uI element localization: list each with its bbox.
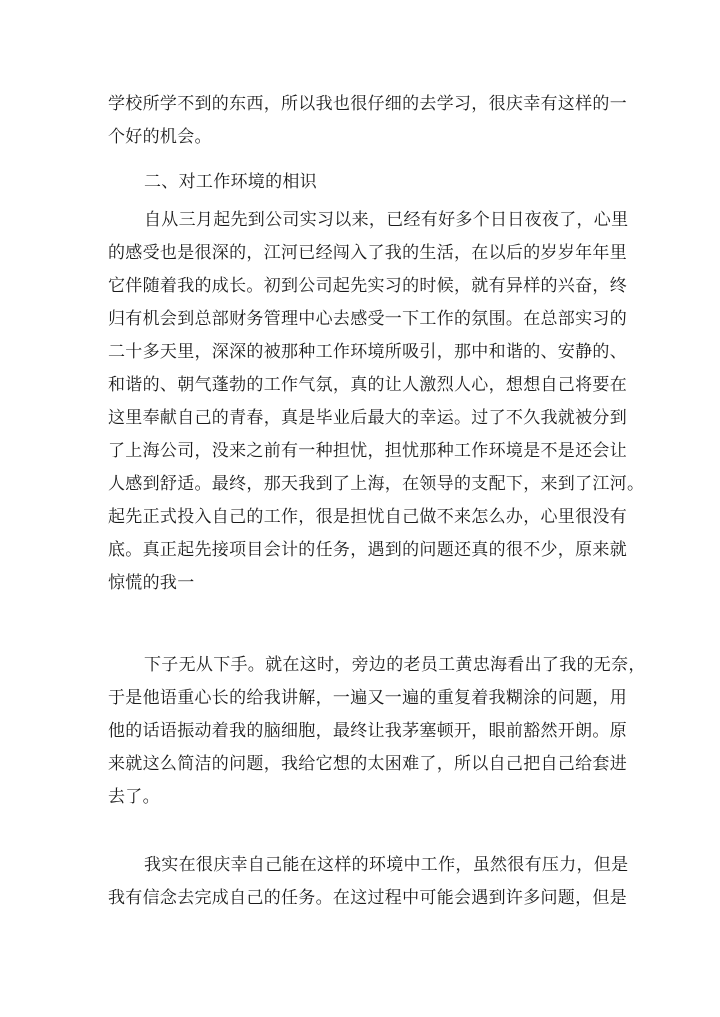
text-line: 了上海公司，没来之前有一种担忧，担忧那种工作环境是不是还会让 xyxy=(108,441,627,461)
text-line: 下子无从下手。就在这时，旁边的老员工黄忠海看出了我的无奈， xyxy=(144,655,646,675)
paragraph-work-environment xyxy=(108,204,645,600)
paragraph-continued xyxy=(108,88,627,154)
paragraph-help-from-colleague xyxy=(108,649,646,814)
text-line: 自从三月起先到公司实习以来，已经有好多个日日夜夜了，心里 xyxy=(144,210,629,230)
text-line: 学校所学不到的东西，所以我也很仔细的去学习，很庆幸有这样的一 xyxy=(108,94,627,114)
text-line: 他的话语振动着我的脑细胞，最终让我茅塞顿开，眼前豁然开朗。原 xyxy=(108,721,627,741)
text-line: 底。真正起先接项目会计的任务，遇到的问题还真的很不少，原来就 xyxy=(108,540,627,560)
text-line: 二十多天里，深深的被那种工作环境所吸引，那中和谐的、安静的、 xyxy=(108,342,627,362)
text-line: 来就这么简洁的问题，我给它想的太困难了，所以自己把自己给套进 xyxy=(108,754,627,774)
text-line: 我实在很庆幸自己能在这样的环境中工作，虽然很有压力，但是 xyxy=(144,855,629,875)
text-line: 这里奉献自己的青春，真是毕业后最大的幸运。过了不久我就被分到 xyxy=(108,408,627,428)
text-line: 归有机会到总部财务管理中心去感受一下工作的氛围。在总部实习的 xyxy=(108,309,627,329)
text-line: 的感受也是很深的，江河已经闯入了我的生活，在以后的岁岁年年里 xyxy=(108,243,627,263)
text-line: 人感到舒适。最终，那天我到了上海，在领导的支配下，来到了江河。 xyxy=(108,474,645,494)
text-line: 和谐的、朝气蓬勃的工作气氛，真的让人激烈人心，想想自己将要在 xyxy=(108,375,627,395)
text-line: 个好的机会。 xyxy=(108,127,212,147)
text-line: 惊慌的我一 xyxy=(108,573,195,593)
text-line: 去了。 xyxy=(108,787,160,807)
text-line: 于是他语重心长的给我讲解，一遍又一遍的重复着我糊涂的问题，用 xyxy=(108,688,627,708)
section-heading xyxy=(108,166,616,199)
heading-text: 二、对工作环境的相识 xyxy=(144,172,317,192)
text-line: 它伴随着我的成长。初到公司起先实习的时候，就有异样的兴奋，终 xyxy=(108,276,627,296)
text-line: 我有信念去完成自己的任务。在这过程中可能会遇到许多问题，但是 xyxy=(108,888,627,908)
text-line: 起先正式投入自己的工作，很是担忧自己做不来怎么办，心里很没有 xyxy=(108,507,627,527)
paragraph-gratitude xyxy=(108,849,629,915)
